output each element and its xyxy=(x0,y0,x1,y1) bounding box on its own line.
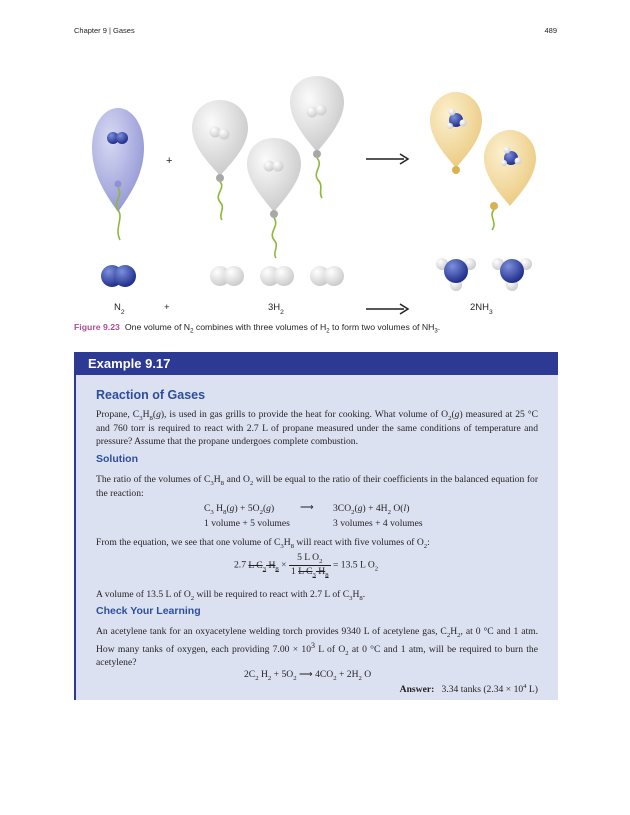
reaction-arrow-balloons xyxy=(366,154,408,164)
equation-1-arrow: ⟶ xyxy=(300,502,314,513)
label-3h2: $3H_2$ xyxy=(268,302,284,316)
check-your-learning-text: An acetylene tank for an oxyacetylene welding torch provides 9340 L of acetylene gas, $C_2H_2$, at 0 °C and 1 atm. How many tanks of oxygen, each providing $7.00 \times 10^3$ L of $O_2$ at 0 °C and 1 atm, will be required to burn the acetylene? xyxy=(96,626,539,669)
solution-text-1: The ratio of the volumes of $C_3H_8$ and $O_2$ will be equal to the ratio of their coefficients in the balanced equation for the reaction: xyxy=(96,474,539,499)
equation-2: 2.7 L $C_3$ $H_8$ × $\frac{5 L O_2}{1 L C_3 H_8}$ = 13.5 L $O_2$ xyxy=(234,552,379,579)
equation-1-volumes-right: 3 volumes + 4 volumes xyxy=(333,518,423,529)
running-header-chapter: Chapter 9 | Gases xyxy=(74,26,135,35)
example-heading: Reaction of Gases xyxy=(96,388,206,402)
molecule-h2-1 xyxy=(210,266,244,286)
balloon-h2-1 xyxy=(192,100,248,220)
molecule-h2-2 xyxy=(260,266,294,286)
balloon-h2-3 xyxy=(247,138,301,258)
solution-text-3: A volume of 13.5 L of $O_2$ will be required to react with 2.7 L of $C_3H_8$. xyxy=(96,589,366,602)
check-your-learning-heading: Check Your Learning xyxy=(96,605,201,617)
equation-1-volumes-left: 1 volume + 5 volumes xyxy=(204,518,290,529)
answer-label: Answer: xyxy=(399,684,435,696)
equation-1-right: $3CO_2(g) + 4H_2$ O(l) xyxy=(333,503,410,516)
balloon-n2 xyxy=(92,108,144,240)
answer: Answer: 3.34 tanks ($2.34 \times 10^4$ L) xyxy=(399,683,538,696)
figure-illustration xyxy=(74,68,556,320)
balloon-nh3-2 xyxy=(484,130,536,230)
problem-text: Propane, $C_3H_8(g)$, is used in gas grills to provide the heat for cooking. What volume of $O_2(g)$ measured at 25 °C and 760 torr is required to react with 2.7 L of propane measured under the same conditions of temperature and pressure? Assume that the propane undergoes complete combustion. xyxy=(96,409,538,448)
figure-number: Figure 9.23 xyxy=(74,322,120,332)
example-box xyxy=(74,352,558,700)
label-plus: + xyxy=(164,302,170,313)
equation-2-fraction: $\frac{5 L O_2}{1 L C_3 H_8}$ xyxy=(291,552,329,579)
plus-sign-balloons: + xyxy=(166,155,173,167)
solution-text-2: From the equation, we see that one volume of $C_3H_8$ will react with five volumes of $O_2$: xyxy=(96,537,430,550)
molecule-nh3-1 xyxy=(436,258,476,291)
reaction-arrow-molecules xyxy=(366,304,408,314)
balloon-h2-2 xyxy=(290,76,344,198)
label-n2: $N_2$ xyxy=(114,302,125,316)
label-2nh3: $2NH_3$ xyxy=(470,302,493,316)
example-title: Example 9.17 xyxy=(76,352,558,375)
molecule-h2-3 xyxy=(310,266,344,286)
balloon-nh3-1 xyxy=(430,92,482,174)
figure-caption: Figure 9.23 One volume of $N_2$ combines with three volumes of $H_2$ to form two volumes of $NH_3$. xyxy=(74,322,441,335)
molecule-n2 xyxy=(101,265,136,287)
equation-3: $2C_2$ $H_2 + 5O_2$ ⟶ $4CO_2 + 2H_2$ O xyxy=(244,669,372,682)
molecule-nh3-2 xyxy=(492,258,532,291)
equation-1-left: $C_3$ $H_8(g) + 5O_2(g)$ xyxy=(204,503,275,516)
page-number: 489 xyxy=(544,26,557,35)
solution-heading: Solution xyxy=(96,453,138,465)
